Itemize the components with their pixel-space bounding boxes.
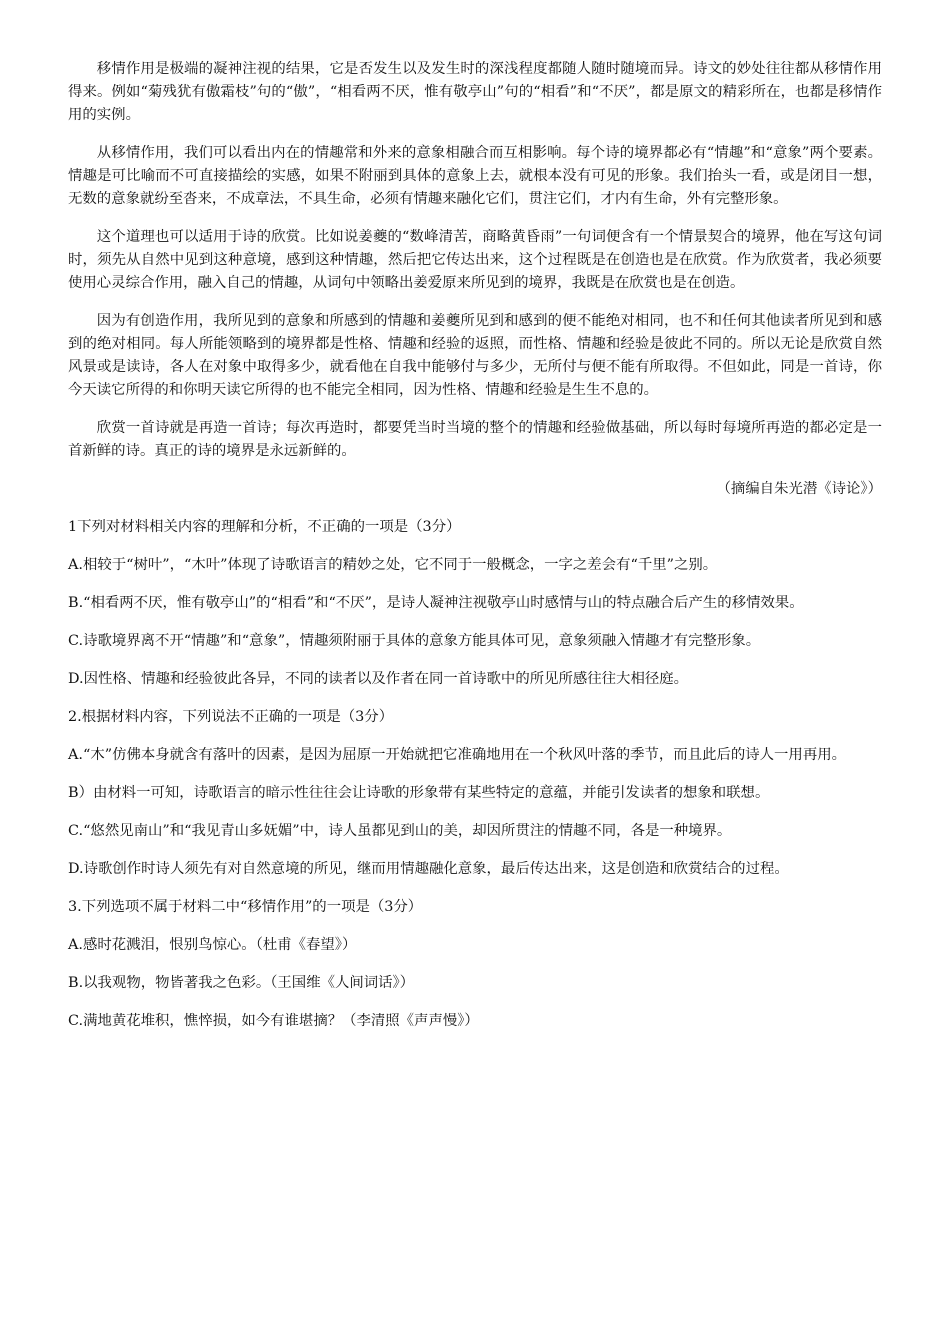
body-paragraph: 这个道理也可以适用于诗的欣赏。比如说姜夔的“数峰清苦，商略黄昏雨”一句词便含有一个情景契合的境界，他在写这句词时，须先从自然中见到这种意境，感到这种情趣，然后把它传达出来，这个过程既是在创造也是在欣赏。作为欣赏者，我必须要使用心灵综合作用，融入自己的情趣，从词句中领略出姜爱原来所见到的境界，我既是在欣赏也是在创造。 bbox=[68, 229, 882, 291]
document-page bbox=[68, 58, 882, 1048]
question-option: A.相较于“树叶”，“木叶”体现了诗歌语言的精妙之处，它不同于一般概念，一字之差会有“千里”之别。 bbox=[68, 557, 718, 573]
question-option: C.诗歌境界离不开“情趣”和“意象”，情趣须附丽于具体的意象方能具体可见，意象须融入情趣才有完整形象。 bbox=[68, 633, 761, 649]
question-stem: 1下列对材料相关内容的理解和分析，不正确的一项是（3分） bbox=[68, 519, 461, 535]
question-stem: 3.下列选项不属于材料二中“移情作用”的一项是（3分） bbox=[68, 899, 423, 915]
question-option: B.以我观物，物皆著我之色彩。（王国维《人间词话》） bbox=[68, 975, 415, 991]
question-option: D.因性格、情趣和经验彼此各异，不同的读者以及作者在同一首诗歌中的所见所感往往大相径庭。 bbox=[68, 671, 689, 687]
question-option: A.感时花溅泪，恨别鸟惊心。（杜甫《春望》） bbox=[68, 937, 357, 953]
source-citation: （摘编自朱光潜《诗论》） bbox=[716, 481, 882, 497]
body-paragraph: 欣赏一首诗就是再造一首诗；每次再造时，都要凭当时当境的整个的情趣和经验做基础，所以每时每境所再造的都必定是一首新鲜的诗。真正的诗的境界是永远新鲜的。 bbox=[68, 420, 882, 459]
question-option: B）由材料一可知，诗歌语言的暗示性往往会让诗歌的形象带有某些特定的意蕴，并能引发读者的想象和联想。 bbox=[68, 785, 770, 801]
question-option: A.“木”仿佛本身就含有落叶的因素，是因为屈原一开始就把它准确地用在一个秋风叶落的季节，而且此后的诗人一用再用。 bbox=[68, 747, 846, 763]
question-option: D.诗歌创作时诗人须先有对自然意境的所见，继而用情趣融化意象，最后传达出来，这是创造和欣赏结合的过程。 bbox=[68, 861, 789, 877]
question-stem: 2.根据材料内容，下列说法不正确的一项是（3分） bbox=[68, 709, 394, 725]
body-paragraph: 从移情作用，我们可以看出内在的情趣常和外来的意象相融合而互相影响。每个诗的境界都必有“情趣”和“意象”两个要素。情趣是可比喻而不可直接描绘的实感，如果不附丽到具体的意象上去，就根本没有可见的形象。我们抬头一看，或是闭目一想，无数的意象就纷至沓来，不成章法，不具生命，必须有情趣来融化它们，贯注它们，才内有生命，外有完整形象。 bbox=[68, 145, 882, 207]
question-option: B.“相看两不厌，惟有敬亭山”的“相看”和“不厌”，是诗人凝神注视敬亭山时感情与山的特点融合后产生的移情效果。 bbox=[68, 595, 804, 611]
body-paragraph: 因为有创造作用，我所见到的意象和所感到的情趣和姜夔所见到和感到的便不能绝对相同，也不和任何其他读者所见到和感到的绝对相同。每人所能领略到的境界都是性格、情趣和经验的返照，而性格、情趣和经验是彼此不同的。所以无论是欣赏自然风景或是读诗，各人在对象中取得多少，就看他在自我中能够付与多少，无所付与便不能有所取得。不但如此，同是一首诗，你今天读它所得的和你明天读它所得的也不能完全相同，因为性格、情趣和经验是生生不息的。 bbox=[68, 313, 882, 398]
body-paragraph: 移情作用是极端的凝神注视的结果，它是否发生以及发生时的深浅程度都随人随时随境而异。诗文的妙处往往都从移情作用得来。例如“菊残犹有傲霜枝”句的“傲”，“相看两不厌，惟有敬亭山”句的“相看”和“不厌”，都是原文的精彩所在，也都是移情作用的实例。 bbox=[68, 61, 882, 123]
question-option: C.“悠然见南山”和“我见青山多妩媚”中，诗人虽都见到山的美，却因所贯注的情趣不同，各是一种境界。 bbox=[68, 823, 732, 839]
question-option: C.满地黄花堆积，憔悴损，如今有谁堪摘？（李清照《声声慢》） bbox=[68, 1013, 479, 1029]
